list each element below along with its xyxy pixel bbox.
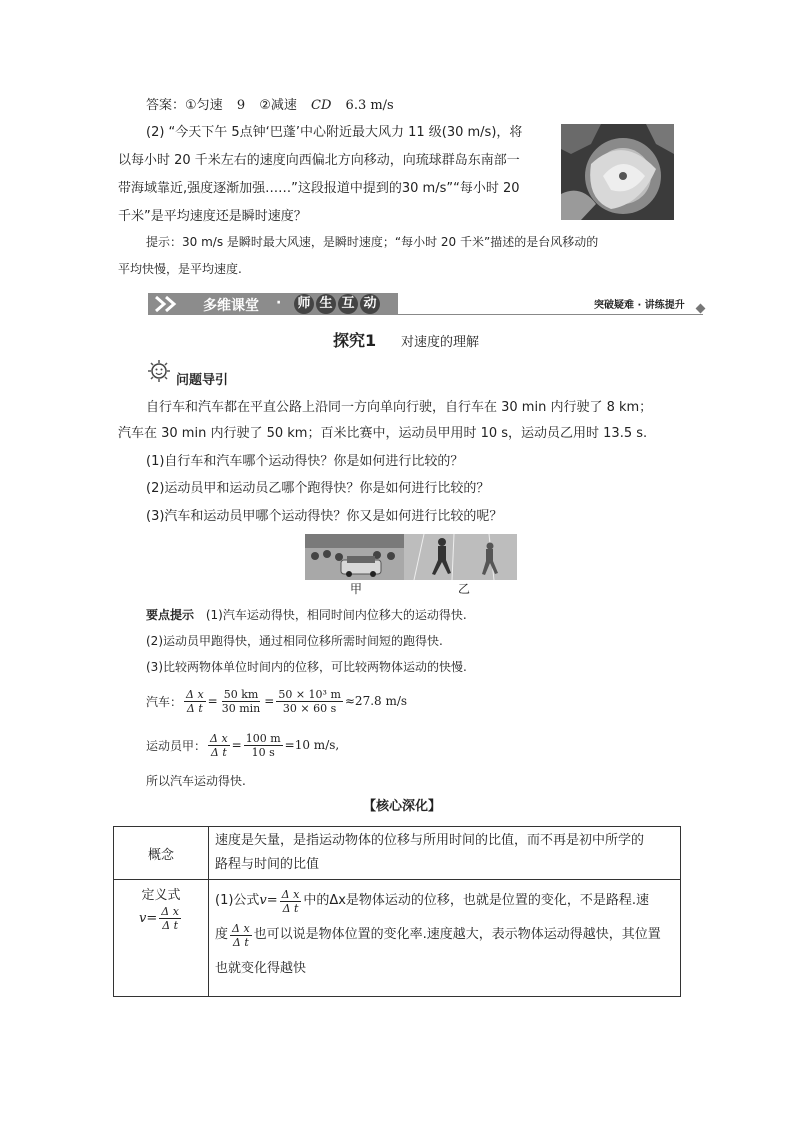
hint-line2: 平均快慢，是平均速度. (118, 262, 242, 276)
car-frac1-num: Δ x (186, 687, 204, 701)
key-point-1-text: (1)汽车运动得快，相同时间内位移大的运动得快. (205, 608, 467, 622)
def-line2-b: 也可以说是物体位置的变化率.速度越大，表示物体运动得越快，其位置 (253, 927, 661, 942)
problem-line2: 汽车在 30 min 内行驶了 50 km；百米比赛中，运动员甲用时 10 s，运动员乙用时 13.5 s. (118, 426, 648, 441)
problem-q2: (2)运动员甲和运动员乙哪个跑得快？你是如何进行比较的？ (146, 481, 490, 496)
car-frac2-den: 30 min (221, 701, 261, 715)
definition-cell (209, 880, 681, 997)
runner-frac2-den: 10 s (251, 745, 275, 759)
def-line1-num: Δ x (281, 887, 300, 901)
runner-frac2-num: 100 m (245, 731, 281, 745)
cyclists-car-photo (305, 534, 404, 580)
def-line1-den: Δ t (282, 901, 299, 915)
def-line1-a: (1)公式 (215, 893, 260, 908)
answer-4: CD (311, 98, 332, 113)
definition-line3: 也就变化得越快 (215, 961, 307, 976)
concept-cell (209, 827, 681, 880)
key-point-1 (146, 605, 467, 625)
answer-label: 答案： (146, 98, 186, 113)
car-label: 汽车： (146, 694, 183, 709)
problem-q3: (3)汽车和运动员甲哪个运动得快？你又是如何进行比较的呢？ (146, 509, 503, 524)
runner-frac1-num: Δ x (210, 731, 228, 745)
def-line1-b: v= (259, 893, 278, 908)
answer-line (146, 96, 394, 116)
banner-badges (294, 294, 380, 314)
banner-badge: 动 (360, 294, 380, 314)
def-line2-a: 度 (215, 927, 229, 942)
chevron-arrows-icon (152, 295, 188, 313)
key-points-label: 要点提示 (146, 608, 195, 622)
diamond-icon (696, 304, 706, 314)
definition-header (114, 880, 209, 997)
label-yi: 乙 (458, 582, 471, 596)
runner-frac1-den: Δ t (210, 745, 227, 759)
answer-3: ②减速 (259, 98, 297, 113)
definition-label: 定义式 (141, 888, 181, 903)
core-heading: 【核心深化】 (363, 799, 442, 814)
car-result: ≈27.8 m/s (344, 694, 408, 708)
q2-line1: (2) “今天下午 5点钟‘巴蓬’中心附近最大风力 11 级(30 m/s)，将 (146, 125, 523, 140)
answer-5: 6.3 m/s (345, 98, 394, 113)
definition-formula (115, 905, 207, 932)
def-formula-den: Δ t (162, 919, 179, 932)
q2-line2: 以每小时 20 千米左右的速度向西偏北方向移动，向琉球群岛东南部一 (118, 153, 520, 168)
concept-header: 概念 (114, 827, 209, 880)
runner-label: 运动员甲： (146, 738, 207, 753)
problem-q1: (1)自行车和汽车哪个运动得快？你是如何进行比较的？ (146, 454, 464, 469)
conclusion: 所以汽车运动得快. (146, 774, 246, 788)
runner-result: =10 m/s, (284, 738, 340, 752)
core-table (113, 826, 681, 997)
q2-line4: 千米”是平均速度还是瞬时速度？ (118, 209, 307, 224)
concept-line2: 路程与时间的比值 (215, 857, 320, 872)
section-subtitle: 对速度的理解 (401, 335, 480, 350)
runners-photo (404, 534, 517, 580)
section-banner (148, 293, 398, 315)
def-line1-c: 中的Δx是物体运动的位移，也就是位置的变化，不是路程.速 (303, 893, 650, 908)
banner-badge: 师 (294, 294, 314, 314)
table-row (114, 880, 681, 997)
table-row (114, 827, 681, 880)
key-point-2: (2)运动员甲跑得快，通过相同位移所需时间短的跑得快. (146, 634, 443, 648)
concept-line1: 速度是矢量，是指运动物体的位移与所用时间的比值，而不再是初中所学的 (215, 833, 645, 848)
car-frac2-num: 50 km (223, 687, 259, 701)
car-frac3-den: 30 × 60 s (282, 701, 337, 715)
banner-badge: 生 (316, 294, 336, 314)
banner-dot: · (276, 295, 282, 311)
runner-formula: 运动员甲： $\frac{\text{Δ x}}{\text{Δ t}}$ = $\frac{100 m}{10 s}$ =10 m/s, (146, 731, 340, 759)
smiley-icon (148, 360, 170, 382)
banner-badge: 互 (338, 294, 358, 314)
key-point-3: (3)比较两物体单位时间内的位移，可比较两物体运动的快慢. (146, 660, 467, 674)
definition-line1 (215, 884, 674, 918)
banner-title-a: 多维课堂 (203, 298, 259, 314)
label-jia: 甲 (350, 582, 363, 596)
problem-line1: 自行车和汽车都在平直公路上沿同一方向单向行驶，自行车在 30 min 内行驶了 8 km； (146, 400, 653, 415)
def-formula-v: v= (139, 911, 158, 926)
definition-line2 (215, 918, 674, 952)
hint-line1: 提示：30 m/s 是瞬时最大风速，是瞬时速度；“每小时 20 千米”描述的是台风移动的 (146, 235, 599, 249)
typhoon-satellite-image (561, 124, 674, 220)
car-frac1-den: Δ t (186, 701, 203, 715)
car-formula: 汽车： $\frac{\text{Δ x}}{\text{Δ t}}$ = $\frac{50 km}{30 \min}$ = $\frac{\text{50 × 10³ m}}{30 \times 60 s}$ ≈27.8 m/s (146, 687, 408, 715)
banner-right-text: 突破疑难 · 讲练提升 (594, 300, 685, 311)
guide-label: 问题导引 (176, 373, 229, 388)
car-frac3-num: 50 × 10³ m (278, 687, 341, 701)
def-line2-num: Δ x (232, 921, 250, 935)
answer-2: 9 (236, 98, 246, 113)
answer-1: ①匀速 (185, 98, 223, 113)
section-title: 探究1 (333, 331, 377, 350)
def-formula-num: Δ x (161, 905, 179, 918)
q2-line3: 带海域靠近,强度逐渐加强……”这段报道中提到的30 m/s”“每小时 20 (118, 181, 520, 196)
def-line2-den: Δ t (232, 935, 249, 949)
